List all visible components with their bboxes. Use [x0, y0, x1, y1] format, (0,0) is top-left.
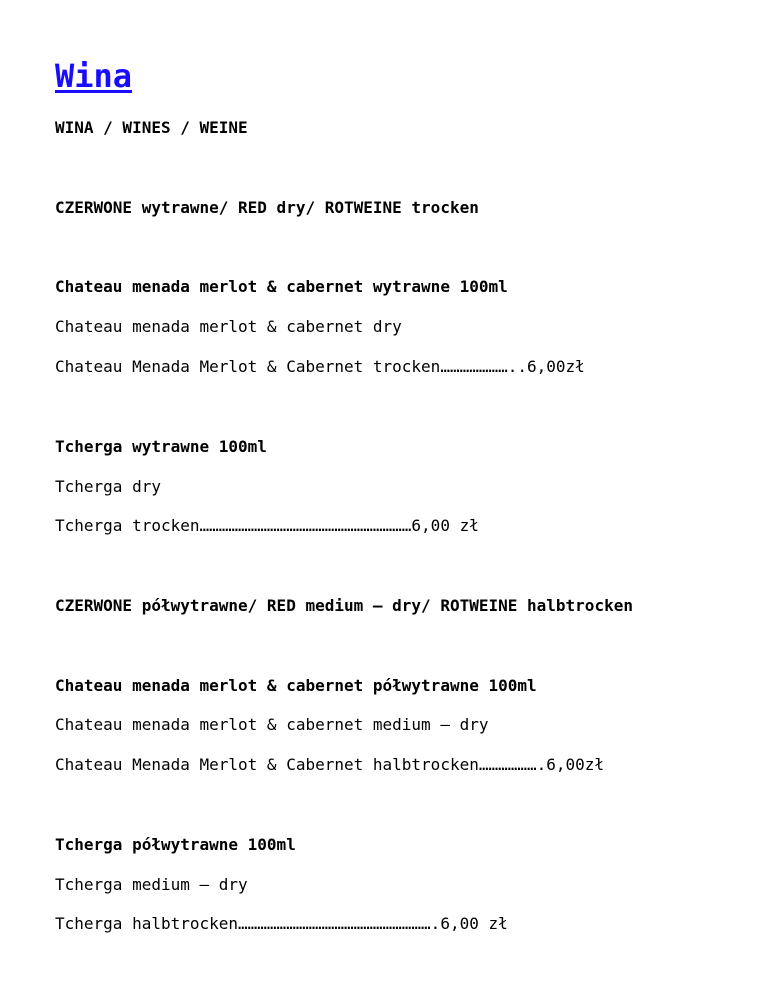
wine-name-tcherga-medium: Tcherga półwytrawne 100ml: [55, 835, 296, 854]
wine-desc-en: Tcherga medium – dry: [55, 875, 248, 894]
section-heading-wines: WINA / WINES / WEINE: [55, 118, 248, 137]
wine-name-tcherga-dry: Tcherga wytrawne 100ml: [55, 437, 267, 456]
wine-desc-en: Tcherga dry: [55, 477, 161, 496]
wine-price-line: Tcherga trocken…………………………………………………………6,00 zł: [55, 516, 479, 535]
page-title-link[interactable]: Wina: [55, 57, 133, 95]
wine-price-line: Chateau Menada Merlot & Cabernet trocken…………………..6,00zł: [55, 357, 585, 376]
category-heading-red-medium-dry: CZERWONE półwytrawne/ RED medium – dry/ ROTWEINE halbtrocken: [55, 596, 633, 615]
wine-price-line: Tcherga halbtrocken…………………………………………………….6,00 zł: [55, 914, 508, 933]
wine-name-chateau-menada-medium: Chateau menada merlot & cabernet półwytrawne 100ml: [55, 676, 537, 695]
wine-price-line: Chateau Menada Merlot & Cabernet halbtrocken……………….6,00zł: [55, 755, 605, 774]
wine-desc-en: Chateau menada merlot & cabernet medium – dry: [55, 715, 489, 734]
wine-desc-en: Chateau menada merlot & cabernet dry: [55, 317, 402, 336]
category-heading-red-dry: CZERWONE wytrawne/ RED dry/ ROTWEINE trocken: [55, 198, 479, 217]
wine-name-chateau-menada-dry: Chateau menada merlot & cabernet wytrawne 100ml: [55, 277, 508, 296]
